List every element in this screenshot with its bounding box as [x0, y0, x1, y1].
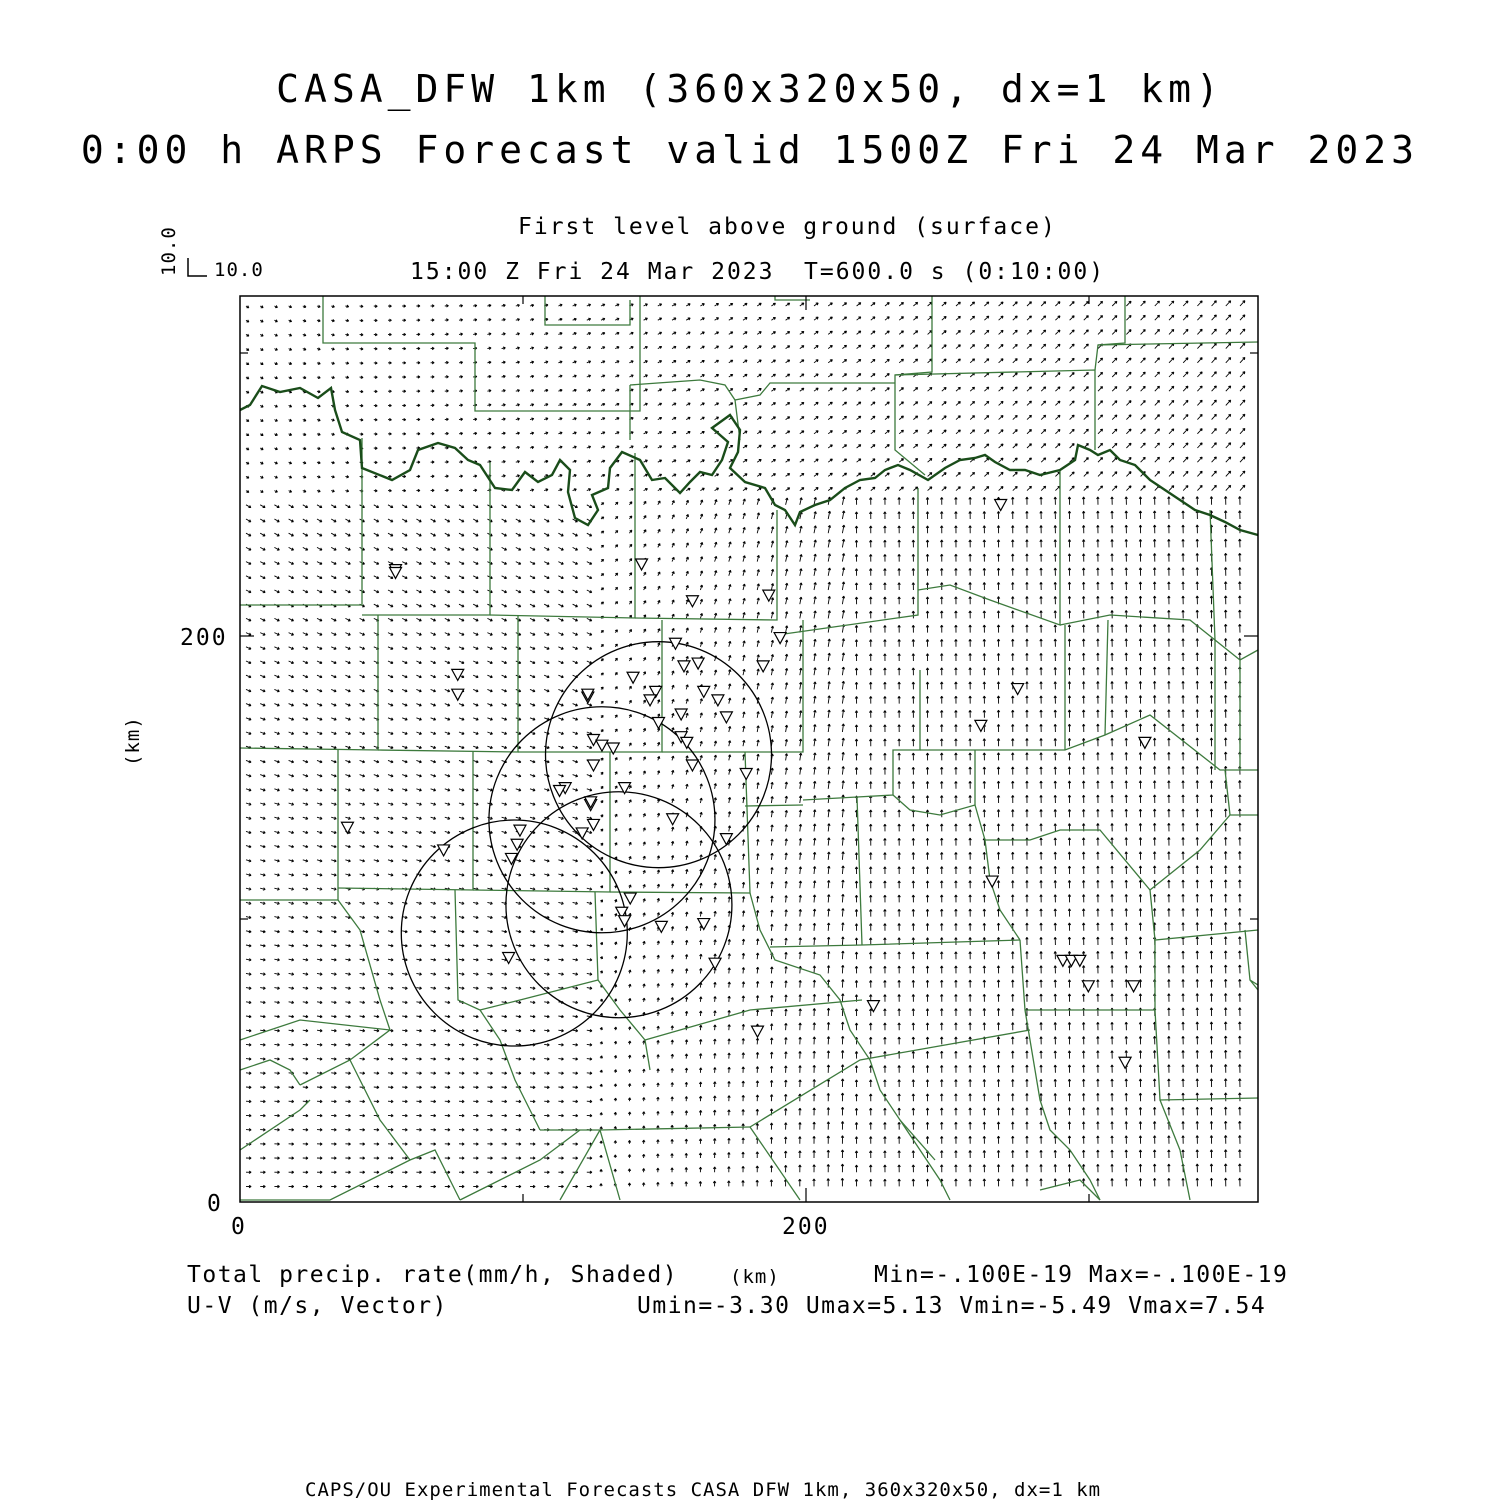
county-line	[240, 750, 338, 900]
station-marker	[986, 876, 998, 887]
station-marker	[1074, 955, 1086, 966]
county-line	[920, 715, 1258, 770]
x-tick-200: 200	[782, 1214, 830, 1240]
county-line	[480, 892, 598, 1010]
station-marker	[452, 669, 464, 680]
station-marker	[774, 633, 786, 644]
county-line	[1020, 940, 1100, 1200]
county-line	[455, 890, 540, 1130]
station-marker	[655, 921, 667, 932]
station-marker	[438, 845, 450, 856]
time-step: T=600.0 s (0:10:00)	[804, 259, 1106, 285]
county-line	[240, 1020, 390, 1040]
station-marker	[653, 718, 665, 729]
station-marker	[619, 916, 631, 927]
county-line	[240, 1060, 300, 1085]
county-line	[338, 900, 390, 1030]
county-line	[1245, 930, 1258, 985]
valid-time: 15:00 Z Fri 24 Mar 2023	[410, 259, 775, 285]
county-line	[1105, 620, 1108, 735]
county-line	[630, 380, 895, 400]
county-line	[362, 462, 490, 615]
station-marker	[1128, 981, 1140, 992]
county-line	[1150, 890, 1258, 940]
county-line	[918, 470, 1060, 625]
precip-range: Min=-.100E-19 Max=-.100E-19	[874, 1262, 1289, 1288]
station-marker	[709, 958, 721, 969]
plot-frame	[240, 296, 1258, 1202]
station-marker	[514, 825, 526, 836]
county-line	[857, 797, 862, 945]
station-marker	[720, 712, 732, 723]
county-line	[240, 615, 378, 750]
county-line	[460, 1130, 580, 1200]
station-marker	[867, 1001, 879, 1012]
x-tick-0: 0	[231, 1214, 247, 1240]
station-marker	[740, 768, 752, 779]
vector-key-v-label: 10.0	[158, 226, 180, 276]
vector-key-arrow	[188, 258, 207, 276]
station-marker	[627, 672, 639, 683]
county-line	[1155, 1010, 1258, 1100]
county-line	[750, 1030, 1030, 1127]
station-marker	[712, 695, 724, 706]
county-line	[803, 670, 920, 800]
county-line	[900, 1120, 935, 1160]
county-line	[750, 1127, 800, 1200]
county-line	[518, 620, 662, 752]
x-axis-label: (km)	[730, 1266, 780, 1288]
county-line	[598, 980, 650, 1070]
county-line	[635, 510, 777, 620]
vector-key-u-label: 10.0	[214, 259, 264, 281]
county-line	[770, 940, 1020, 947]
county-line	[1160, 1100, 1190, 1200]
station-marker	[686, 760, 698, 771]
title-line-1: CASA_DFW 1km (360x320x50, dx=1 km)	[276, 67, 1224, 111]
county-line	[240, 438, 362, 605]
station-marker	[587, 819, 599, 830]
county-line	[240, 1100, 310, 1150]
station-marker	[763, 590, 775, 601]
station-marker	[751, 1026, 763, 1037]
county-line	[645, 1000, 862, 1040]
station-marker	[644, 695, 656, 706]
county-line	[300, 1030, 390, 1085]
y-tick-0: 0	[207, 1191, 223, 1217]
county-line	[745, 805, 803, 806]
station-marker	[720, 834, 732, 845]
station-marker	[681, 737, 693, 748]
axis-ticks	[240, 296, 1258, 1202]
station-marker	[503, 953, 515, 964]
precip-field-label: Total precip. rate(mm/h, Shaded)	[187, 1262, 679, 1288]
station-marker	[452, 689, 464, 700]
station-marker	[692, 658, 704, 669]
county-line	[895, 296, 932, 475]
station-marker	[587, 760, 599, 771]
county-line	[1060, 615, 1258, 660]
station-marker	[390, 567, 402, 578]
county-line	[1225, 770, 1230, 815]
county-line	[545, 296, 630, 325]
red-river-state-border	[240, 386, 1258, 535]
county-line	[985, 815, 1258, 890]
station-marker	[596, 740, 608, 751]
vector-field-label: U-V (m/s, Vector)	[187, 1293, 448, 1319]
y-tick-200: 200	[180, 625, 228, 651]
county-line	[600, 1127, 750, 1130]
station-marker	[1012, 684, 1024, 695]
credit-line: CAPS/OU Experimental Forecasts CASA DFW 1km, 360x320x50, dx=1 km	[305, 1479, 1102, 1501]
station-marker	[675, 709, 687, 720]
vector-key	[188, 258, 207, 276]
station-marker	[995, 500, 1007, 511]
y-axis-label: (km)	[122, 716, 144, 766]
station-marker	[667, 814, 679, 825]
station-marker	[624, 893, 636, 904]
station-marker	[341, 822, 353, 833]
county-line	[323, 296, 640, 411]
title-line-2: 0:00 h ARPS Forecast valid 1500Z Fri 24 Mar 2023	[80, 128, 1420, 172]
radar-range-ring	[506, 792, 732, 1018]
station-marker	[698, 919, 710, 930]
station-marker	[636, 559, 648, 570]
county-line	[750, 893, 950, 1200]
station-marker	[678, 661, 690, 672]
county-line	[895, 370, 1095, 450]
county-line	[350, 1060, 410, 1160]
level-label: First level above ground (surface)	[518, 214, 1057, 240]
vector-range: Umin=-3.30 Umax=5.13 Vmin=-5.49 Vmax=7.54	[637, 1293, 1267, 1319]
county-line	[338, 752, 473, 890]
station-marker	[698, 686, 710, 697]
county-line	[1025, 940, 1155, 1010]
county-line	[777, 488, 918, 635]
station-marker	[1119, 1057, 1131, 1068]
